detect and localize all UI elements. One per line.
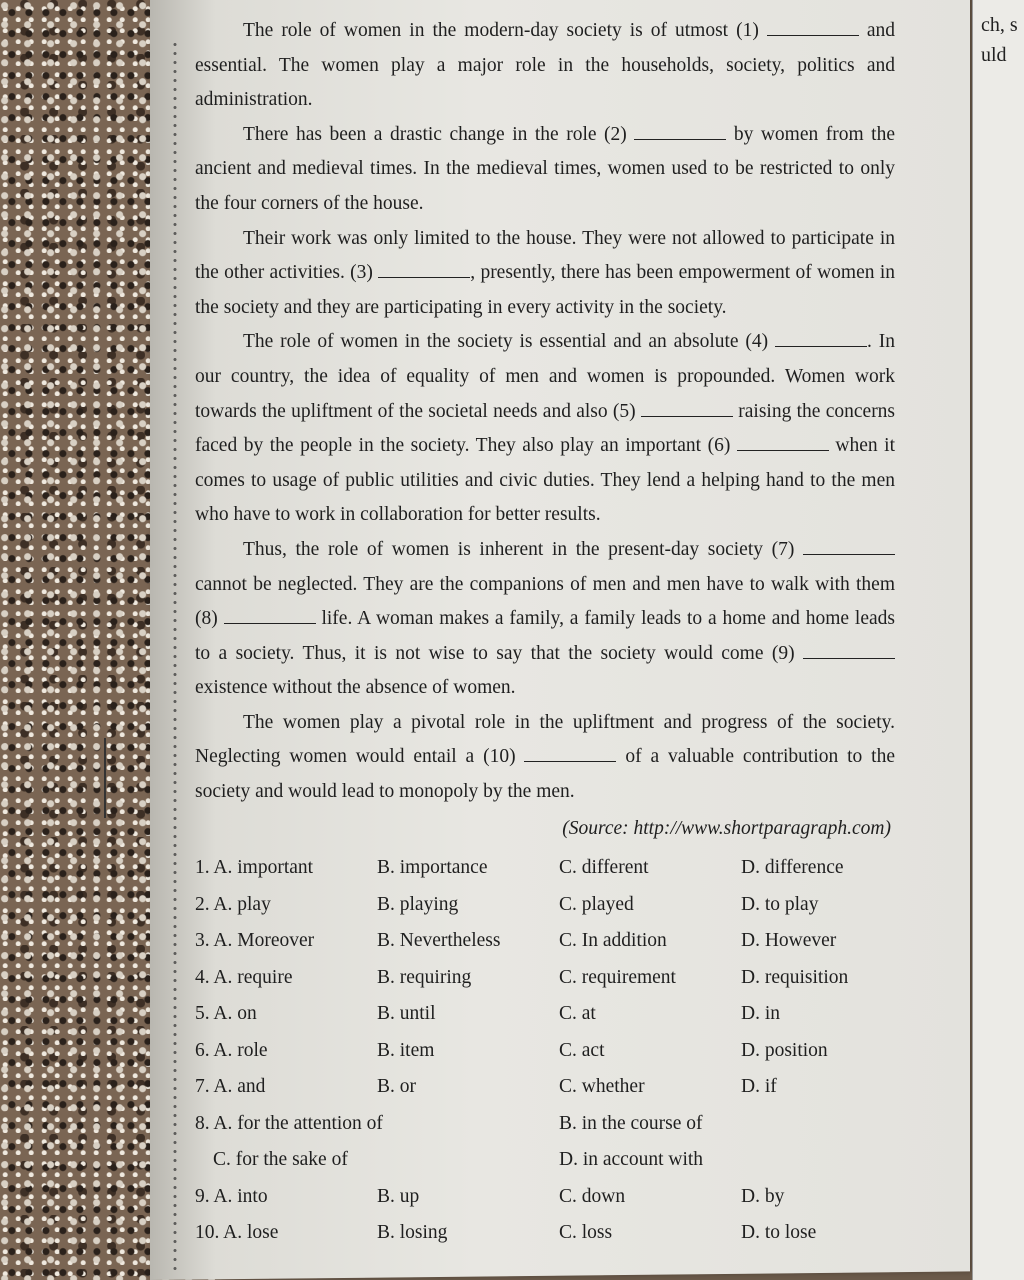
- binding-dots: [172, 40, 178, 1270]
- blank-3: [378, 259, 470, 278]
- blank-10: [524, 743, 616, 762]
- option-row-2: 2. A. play B. playing C. played D. to play: [195, 893, 819, 915]
- paragraph-6: The women play a pivotal role in the upliftment and progress of the society. Neglecting women would entail a (10) of a valuable contribution to the society and would lead to monopoly by the men.: [195, 711, 896, 803]
- paragraph-2: There has been a drastic change in the role (2) by women from the ancient and medieval times. In the medieval times, women used to be restricted to only the four corners of the house.: [195, 118, 895, 222]
- blank-1: [767, 17, 859, 36]
- blank-4: [775, 328, 867, 347]
- blank-8: [224, 605, 316, 624]
- source-citation: (Source: http://www.shortparagraph.com): [562, 817, 891, 839]
- option-row-1: 1. A. important B. importance C. different D. difference: [195, 857, 844, 879]
- adjacent-page: [972, 0, 1024, 1280]
- option-row-9: 9. A. into B. up C. down D. by: [195, 1185, 785, 1207]
- paragraph-4: The role of women in the society is essential and an absolute (4) . In our country, the idea of equality of men and women is propounded. Women work towards the upliftment of the societal needs and also (5) raising the concerns faced by the people in the society. They also play an important (6) when it comes to usage of public utilities and civic duties. They lend a helping hand to the men who have to work in collaboration for better results.: [195, 325, 895, 533]
- answer-options: [195, 850, 895, 1252]
- option-row-7: 7. A. and B. or C. whether D. if: [195, 1076, 777, 1098]
- adjacent-text-2: uld: [981, 44, 1007, 66]
- option-row-4: 4. A. require B. requiring C. requirement D. requisition: [195, 966, 849, 988]
- blank-6: [737, 432, 829, 451]
- blank-2: [634, 121, 726, 140]
- blank-9: [803, 640, 895, 659]
- adjacent-text-1: ch, s: [981, 14, 1018, 36]
- blank-7: [803, 536, 895, 555]
- option-row-3: 3. A. Moreover B. Nevertheless C. In addition D. However: [195, 930, 837, 952]
- option-row-5: 5. A. on B. until C. at D. in: [195, 1003, 780, 1025]
- paragraph-3: Their work was only limited to the house. They were not allowed to participate in the other activities. (3) , presently, there has been empowerment of women in the society and they are participating in every activity in the society.: [195, 227, 895, 318]
- blank-5: [641, 398, 733, 417]
- paragraph-5: Thus, the role of women is inherent in the present-day society (7) cannot be neglected. They are the companions of men and men have to walk with them (8) life. A woman makes a family, a family leads to a home and home leads to a society. Thus, it is not wise to say that the society would come (9) existence without the absence of women.: [195, 533, 895, 706]
- option-row-6: 6. A. role B. item C. act D. position: [195, 1039, 828, 1061]
- margin-mark: [104, 738, 106, 818]
- option-row-10: 10. A. lose B. losing C. loss D. to lose: [195, 1222, 817, 1244]
- paragraph-1: The role of women in the modern-day society is of utmost (1) and essential. The women play a major role in the households, society, politics and administration.: [195, 14, 895, 118]
- passage-content: [195, 14, 895, 1252]
- option-row-8b: C. for the sake of D. in account with: [213, 1149, 704, 1171]
- option-row-8: 8. A. for the attention of B. in the course of: [195, 1112, 703, 1134]
